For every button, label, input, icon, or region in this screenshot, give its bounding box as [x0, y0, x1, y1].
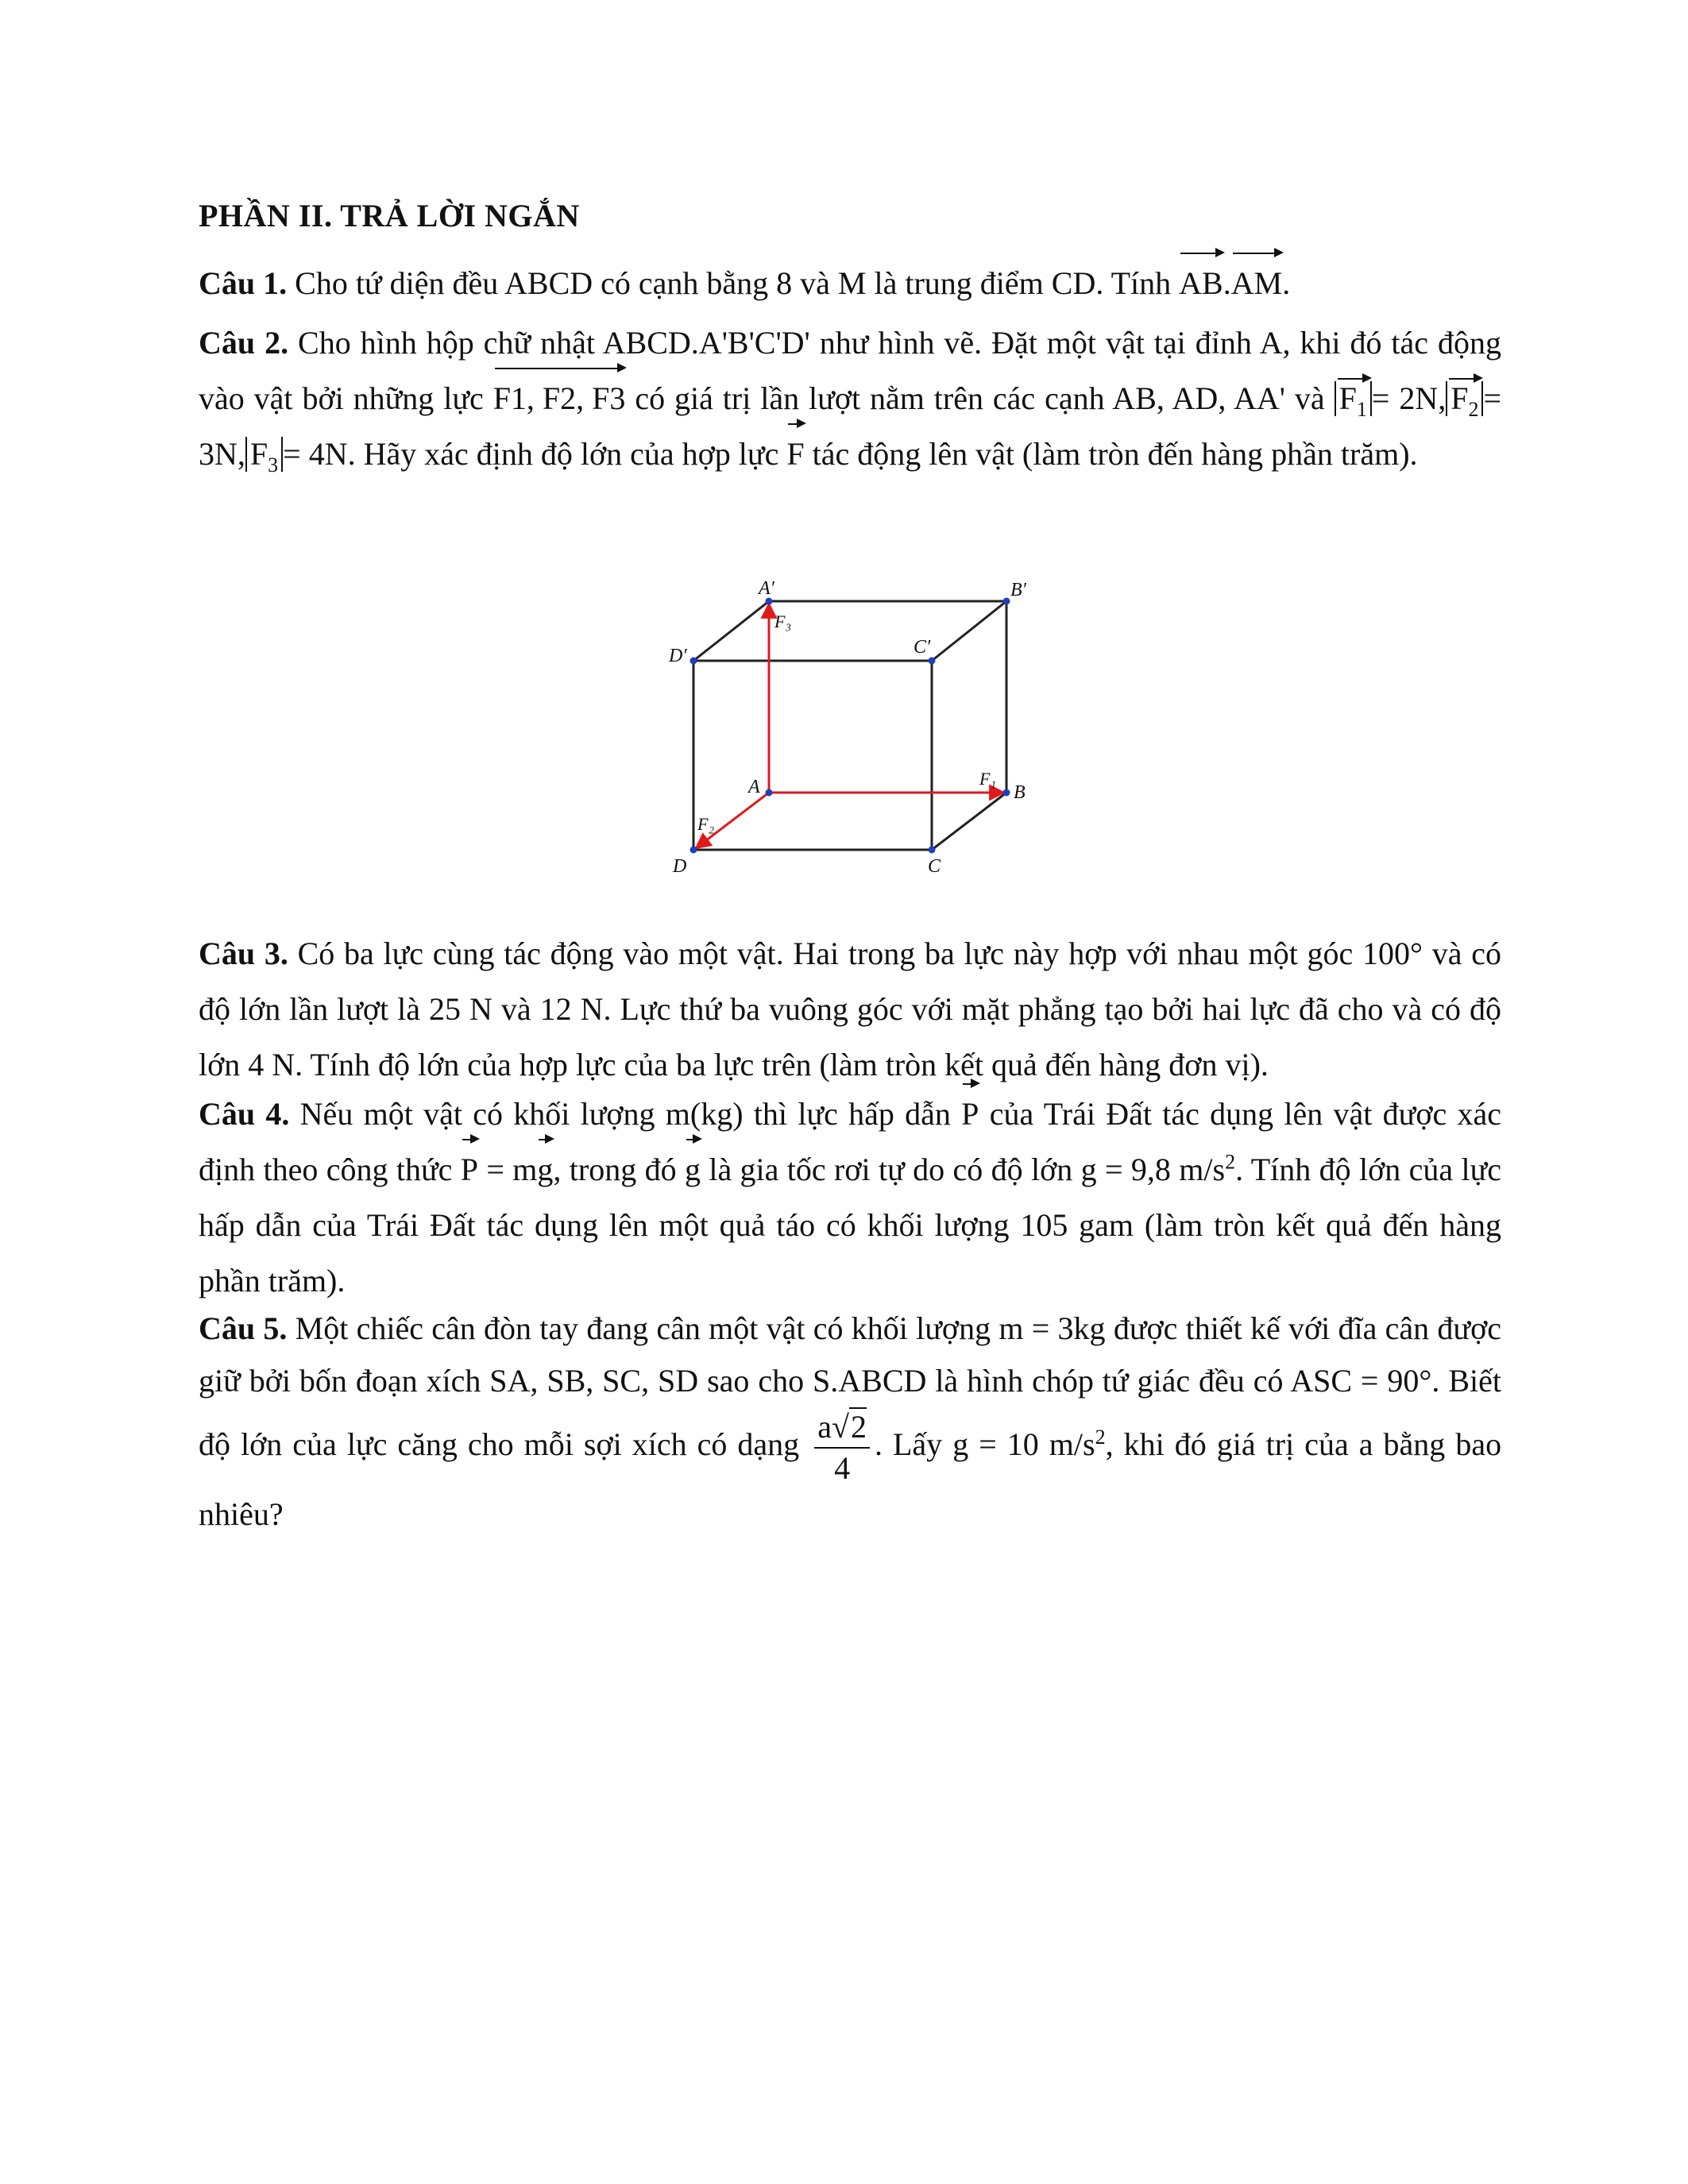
force-1-magnitude: $F_1$ [1335, 381, 1372, 416]
question-3 [199, 926, 1501, 1093]
formula-g: g [537, 1142, 553, 1198]
question-5-text-2: được thiết kế với đĩa cân được giữ bởi bốn đoạn xích [199, 1310, 1502, 1399]
label-d: D [673, 856, 687, 877]
edge-d-top-a-top [693, 601, 769, 661]
label-b: B [1014, 782, 1026, 803]
label-c: C [928, 856, 941, 877]
question-5 [199, 1302, 1501, 1541]
question-4-text-3: , trong đó [553, 1152, 677, 1187]
label-f3: F₃ [774, 612, 792, 631]
gravity-exponent: 2 [1095, 1425, 1106, 1449]
question-1-end: . [1282, 265, 1291, 301]
formula-equals-m: = m [478, 1152, 538, 1187]
question-4-text-1: Nếu một vật có khối lượng m(kg) thì lực hấp dẫn [299, 1096, 951, 1132]
box-force-diagram [651, 572, 1049, 882]
gravity-vector: P [961, 1086, 979, 1142]
label-f2: F₂ [697, 814, 715, 834]
question-5-label: Câu 5. [199, 1310, 288, 1346]
question-2-text-4: tác động lên vật (làm tròn đến hàng phần trăm). [812, 436, 1418, 472]
force-1-value: = 2N, [1371, 380, 1447, 416]
question-5-text-3: sao cho [707, 1363, 805, 1399]
numerator-root: 2 [850, 1409, 867, 1445]
vertex-c [929, 847, 936, 854]
question-2 [199, 315, 1501, 482]
question-5-text-6: . Lấy [874, 1426, 943, 1463]
label-f1: F₁ [979, 769, 997, 789]
question-5-text-8: bằng bao nhiêu? [199, 1426, 1502, 1532]
question-4 [199, 1086, 1501, 1309]
question-2-text-2: có giá trị lần lượt nằm trên các cạnh AB, AD, AA' và [635, 380, 1325, 416]
question-2-text-1: Cho hình hộp chữ nhật ABCD.A'B'C'D' như hình vẽ. Đặt một vật tại đỉnh A, khi đó tác động vào vật bởi những lực [199, 325, 1502, 416]
force-3-value: = 4N [283, 436, 348, 472]
question-5-text-4: là hình chóp tứ giác đều có [935, 1363, 1284, 1399]
question-5-text-5: . Biết độ lớn của lực căng cho mỗi sợi xích có dạng [199, 1363, 1502, 1463]
vertex-d-top [690, 658, 697, 665]
formula-p: P [461, 1142, 478, 1198]
label-a: A [748, 777, 760, 797]
acceleration-vector: g [685, 1142, 701, 1198]
question-4-label: Câu 4. [199, 1096, 290, 1132]
mass-value: m = 3kg [999, 1310, 1106, 1346]
force-3-magnitude: $F_3$ [245, 437, 283, 472]
question-2-label: Câu 2. [199, 325, 289, 361]
forces-vectors: F1, F2, F3 [493, 371, 626, 426]
edge-b-c [932, 793, 1006, 850]
resultant-force: F [786, 426, 804, 482]
label-c-top: C′ [914, 637, 931, 658]
label-d-top: D′ [669, 646, 687, 666]
question-4-text-2: của Trái Đất tác dụng lên vật được xác định theo công thức [199, 1096, 1502, 1187]
question-4-text-5: . Tính độ lớn của lực hấp dẫn của Trái Đất tác dụng lên một quả táo có khối lượng 105 gam (làm tròn kết quả đến hàng phần trăm). [199, 1152, 1502, 1298]
angle-value: ASC = 90° [1290, 1363, 1432, 1399]
question-3-label: Câu 3. [199, 936, 288, 971]
fraction-numerator: a√2 [814, 1407, 870, 1449]
question-4-text-4: là gia tốc rơi tự do có độ lớn g = 9,8 m/s [709, 1152, 1226, 1187]
box-edges [693, 601, 1006, 850]
force-2-magnitude: $F_2$ [1446, 381, 1483, 416]
tension-fraction [814, 1407, 870, 1488]
vector-ab: AB [1179, 256, 1223, 311]
question-1-label: Câu 1. [199, 265, 288, 301]
variable-a: a [1358, 1426, 1373, 1463]
vertex-c-top [929, 658, 936, 665]
vertex-labels [668, 578, 1027, 877]
fraction-denominator: 4 [834, 1450, 851, 1486]
gravity-value: g = 10 m/s [952, 1426, 1095, 1463]
question-2-text-3: . Hãy xác định độ lớn của hợp lực [347, 436, 779, 472]
numerator-a: a [817, 1409, 832, 1445]
section-heading: PHẦN II. TRẢ LỜI NGẮN [199, 198, 580, 233]
pyramid-name: S.ABCD [813, 1363, 927, 1399]
vertex-a [766, 789, 773, 797]
unit-exponent: 2 [1225, 1150, 1236, 1174]
vertex-b [1003, 789, 1010, 797]
question-1 [199, 256, 1501, 311]
dot-product-symbol: . [1223, 265, 1231, 301]
chain-segments: SA, SB, SC, SD [489, 1363, 699, 1399]
edge-c-top-b-top [932, 601, 1006, 661]
vector-am: AM [1231, 256, 1282, 311]
label-b-top: B′ [1010, 580, 1026, 600]
vertex-d [690, 847, 697, 854]
question-3-text: Có ba lực cùng tác động vào một vật. Hai trong ba lực này hợp với nhau một góc 100° và có độ lớn lần lượt là 25 N và 12 N. Lực thứ ba vuông góc với mặt phẳng tạo bởi hai lực đã cho và có độ lớn 4 N. Tính độ lớn của hợp lực của ba lực trên (làm tròn kết quả đến hàng đơn vị). [199, 936, 1502, 1082]
question-5-text-7: , khi đó giá trị của [1105, 1426, 1349, 1463]
force-2-value: = 3N, [199, 380, 1502, 472]
vertex-b-top [1003, 598, 1010, 605]
question-5-text-1: Một chiếc cân đòn tay đang cân một vật có khối lượng [295, 1310, 991, 1346]
label-a-top: A′ [759, 578, 774, 599]
question-1-text: Cho tứ diện đều ABCD có cạnh bằng 8 và M là trung điểm CD. Tính [295, 265, 1172, 301]
